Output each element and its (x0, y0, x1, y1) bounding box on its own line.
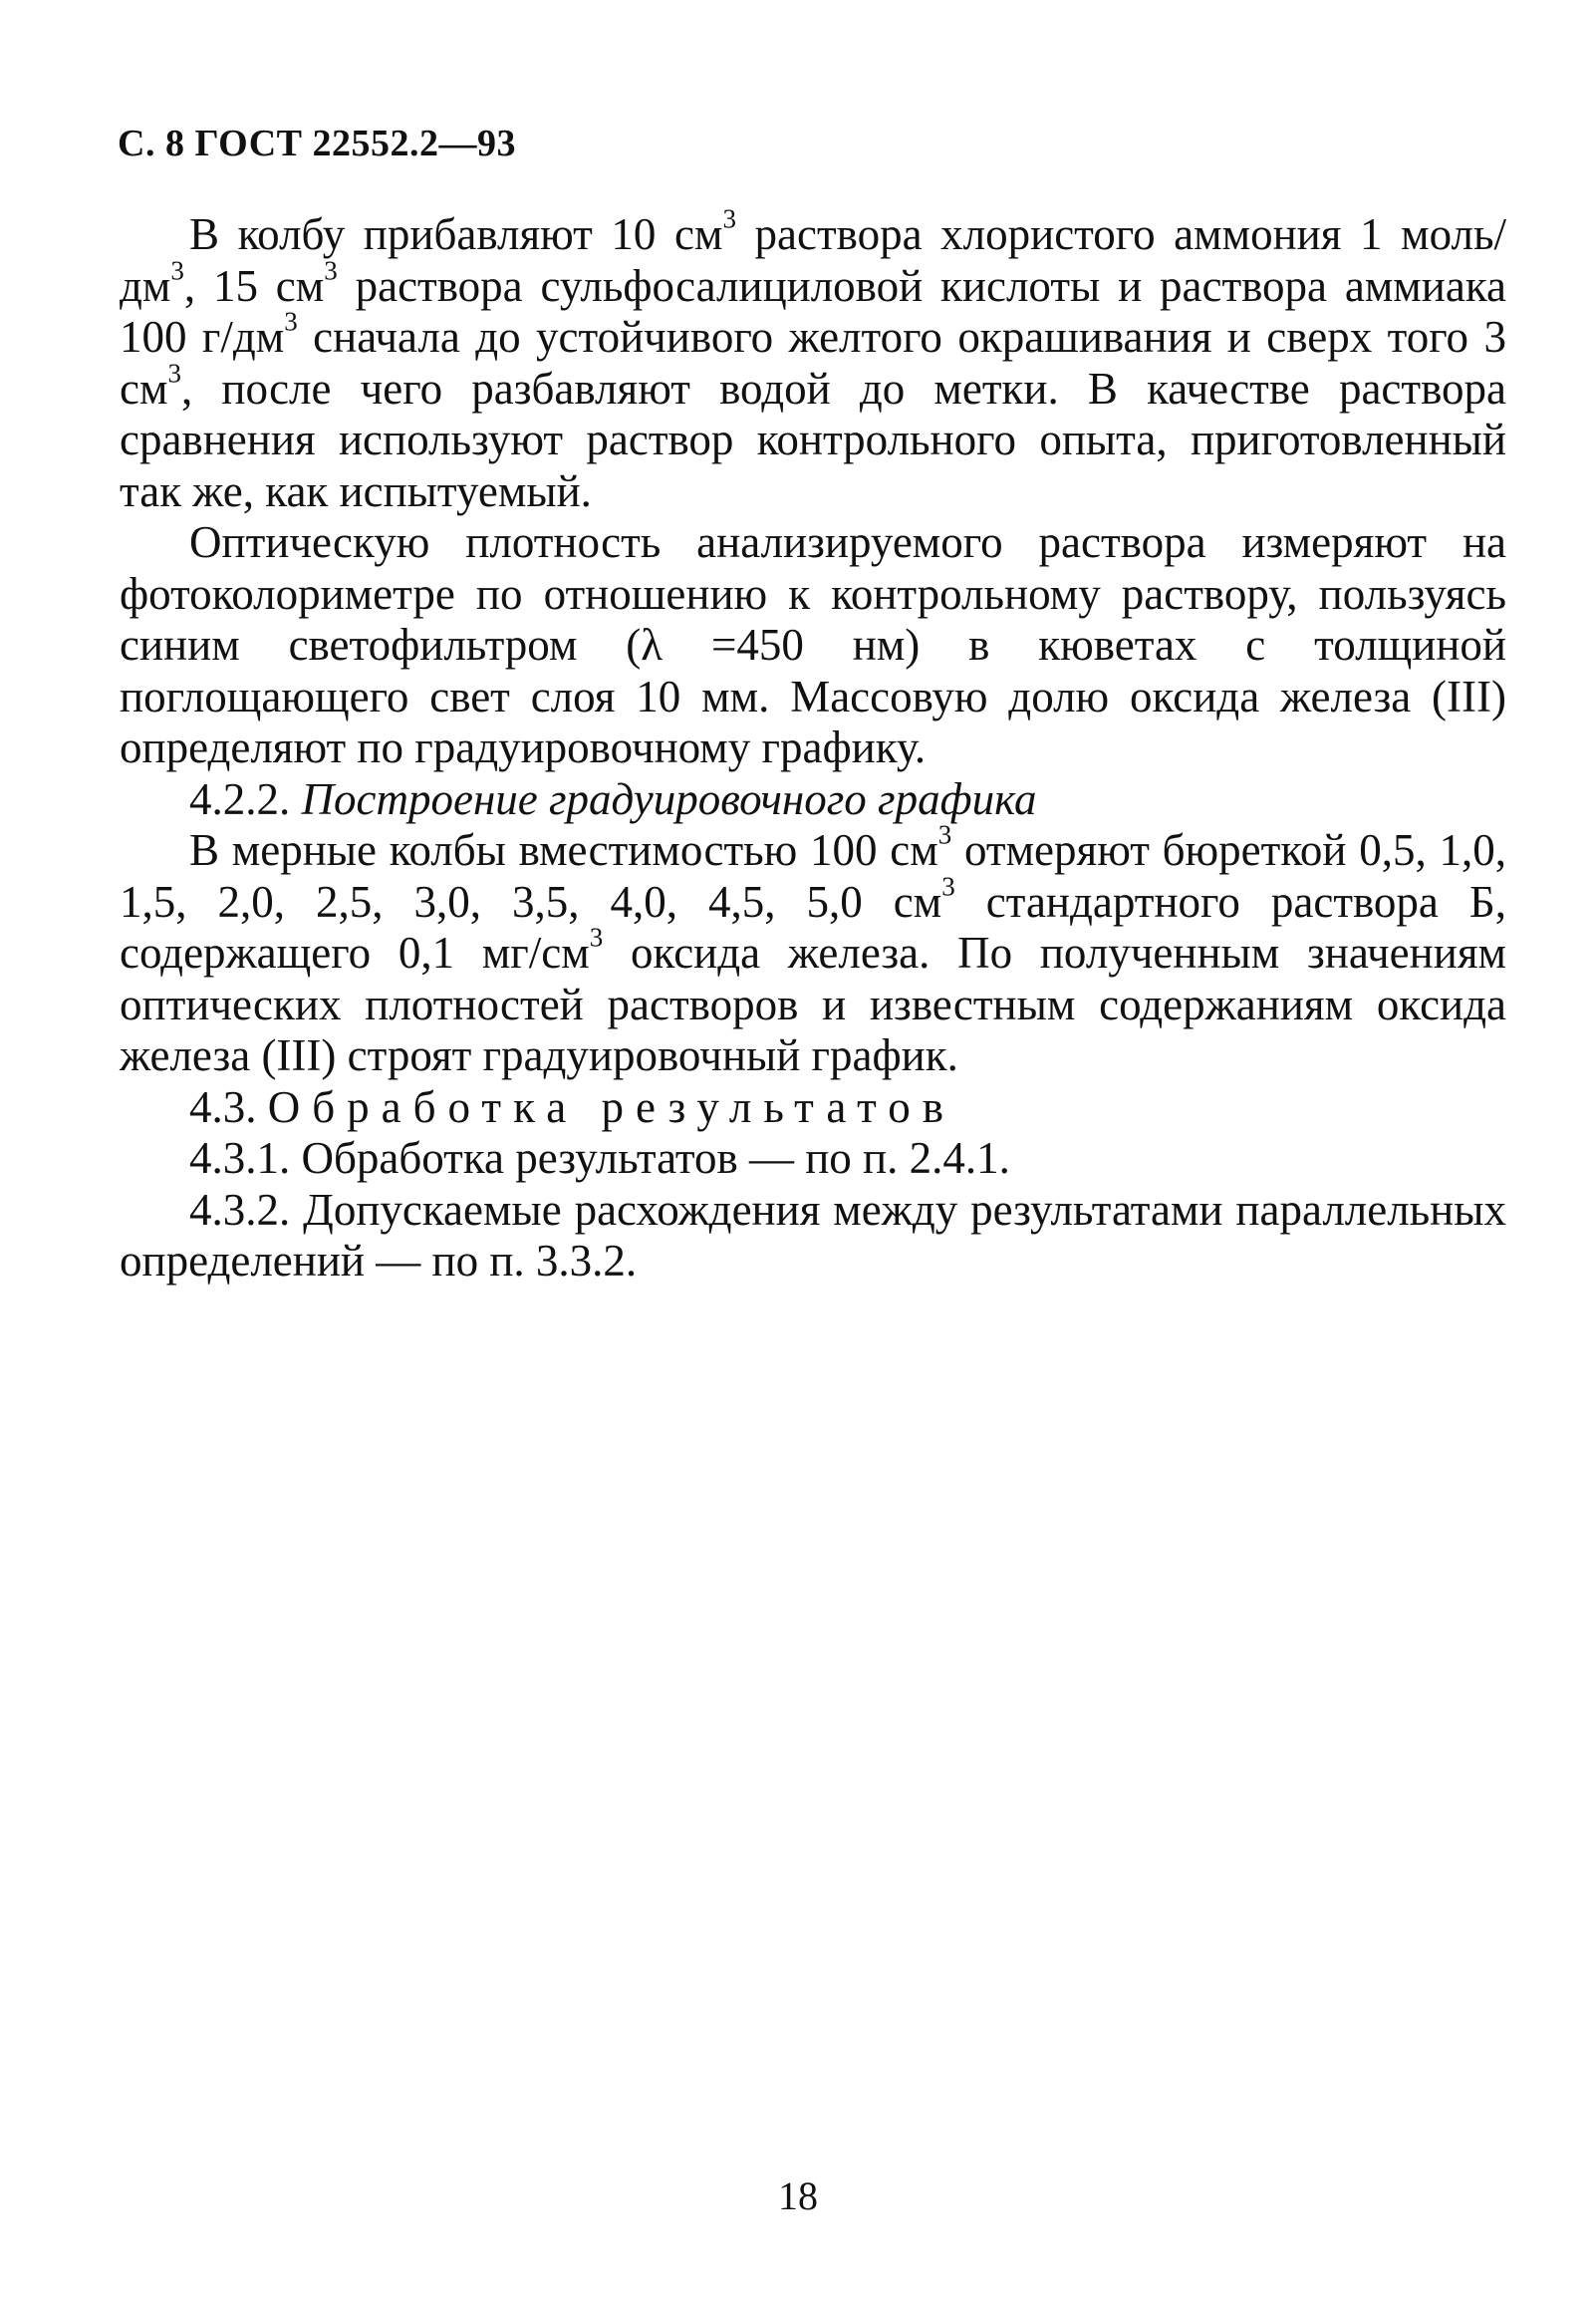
document-body (120, 203, 1507, 1288)
paragraph-tolerances: 4.3.2. Допускаемые расхождения между результатами параллельных определений — по п. 3.3.2. (120, 1184, 1506, 1286)
section-title: Построение градуировочного графика (301, 773, 1037, 824)
section-heading-results (120, 1082, 1506, 1134)
section-number: 4.2.2. (189, 773, 302, 824)
paragraph-calibration: В мерные колбы вместимостью 100 $см^3$ отмеряют бюреткой 0,5, 1,0, 1,5, 2,0, 2,5, 3,0, 3,5, 4,0, 4,5, 5,0 $см^3$ стандартного раствора Б, содержащего 0,1 $мг/см^3$ оксида железа. По полученным значениям оптических плотностей растворов и известным содержаниям оксида железа (III) строят градуировочный график. (120, 819, 1507, 1080)
page-number: 18 (778, 2173, 818, 2218)
page-header: С. 8 ГОСТ 22552.2—93 (118, 123, 516, 164)
section-heading-calibration (120, 774, 1506, 826)
section-title: Обработка результатов (267, 1081, 955, 1132)
paragraph-reagents: В колбу прибавляют 10 $см^3$ раствора хлористого аммония 1 моль/$дм^3$, 15 $см^3$ раствора сульфосалициловой кислоты и раствора аммиака 100 $г/дм^3$ сначала до устойчивого желтого окрашивания и сверх того 3 $см^3$, после чего разбавляют водой до метки. В качестве раствора сравнения используют раствор контрольного опыта, приготовленный так же, как испытуемый. (120, 203, 1506, 516)
section-number: 4.3. (189, 1081, 268, 1132)
paragraph-results-processing: 4.3.1. Обработка результатов — по п. 2.4.1. (189, 1133, 1010, 1183)
paragraph-optical-density: Оптическую плотность анализируемого раствора измеряют на фотоколориметре по отношению к контрольному раствору, пользуясь синим светофильтром (λ =450 нм) в кюветах с толщиной поглощающего свет слоя 10 мм. Массовую долю оксида железа (III) определяют по градуировочному графику. (120, 517, 1506, 772)
